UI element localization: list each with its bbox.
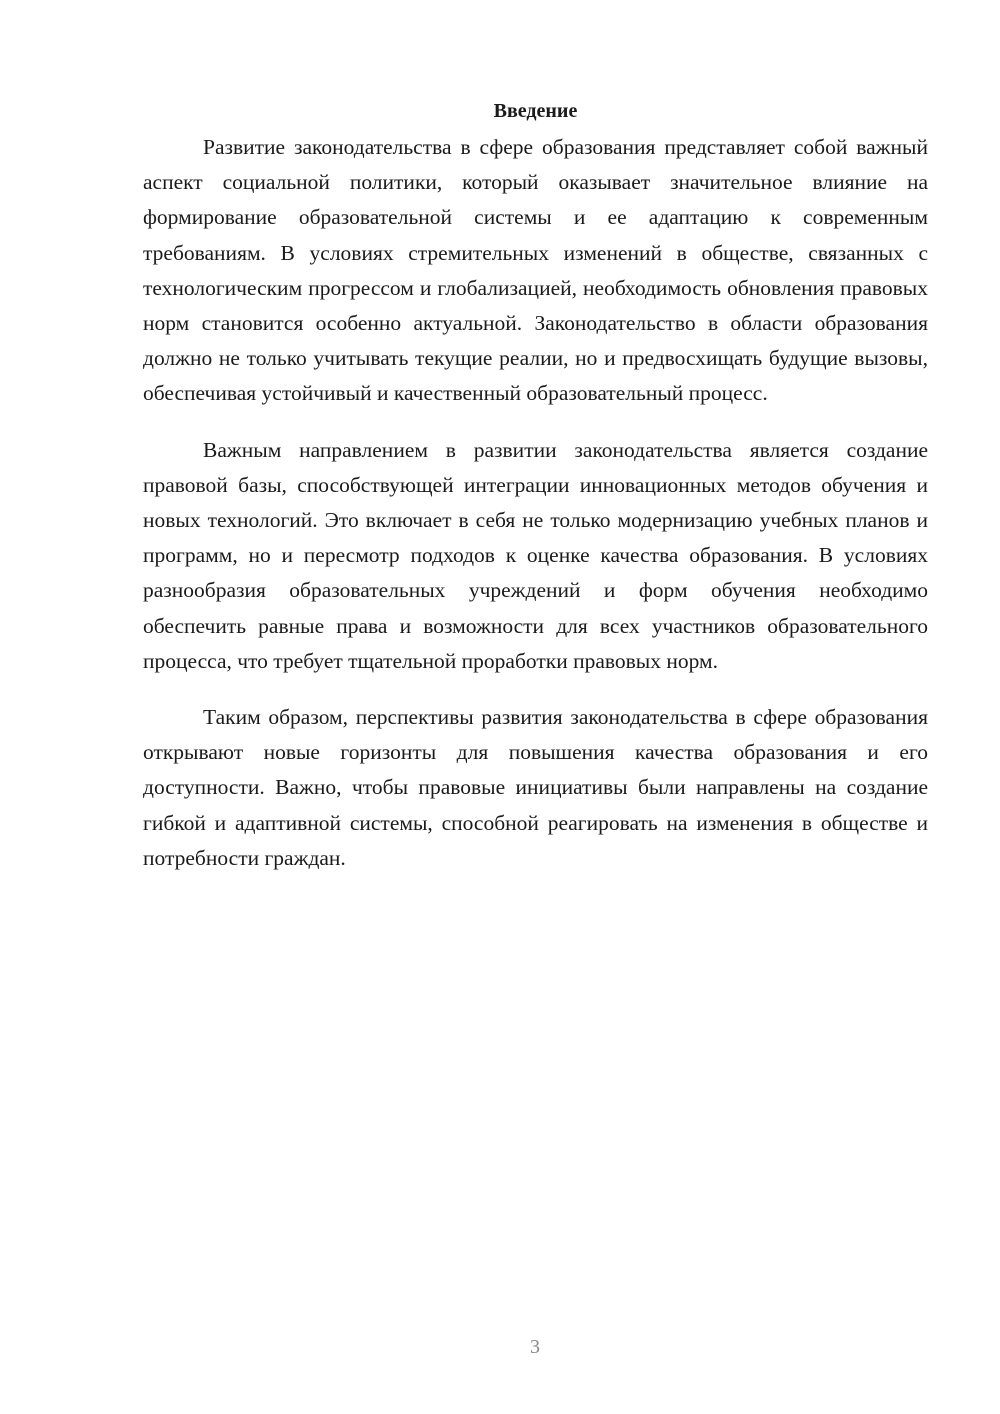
paragraph-1: Развитие законодательства в сфере образования представляет собой важный аспект социальной политики, который оказывает значительное влияние на формирование образовательной системы и ее адаптацию к современным требованиям. В условиях стремительных изменений в обществе, связанных с технологическим прогрессом и глобализацией, необходимость обновления правовых норм становится особенно актуальной. Законодательство в области образования должно не только учитывать текущие реалии, но и предвосхищать будущие вызовы, обеспечивая устойчивый и качественный образовательный процесс. (143, 135, 928, 406)
page-content (143, 96, 928, 876)
section-title: Введение (493, 100, 578, 122)
paragraph-2: Важным направлением в развитии законодательства является создание правовой базы, способствующей интеграции инновационных методов обучения и новых технологий. Это включает в себя не только модернизацию учебных планов и программ, но и пересмотр подходов к оценке качества образования. В условиях разнообразия образовательных учреждений и форм обучения необходимо обеспечить равные права и возможности для всех участников образовательного процесса, что требует тщательной проработки правовых норм. (143, 437, 928, 673)
page-number: 3 (530, 1336, 540, 1358)
paragraph-3: Таким образом, перспективы развития законодательства в сфере образования открывают новые горизонты для повышения качества образования и его доступности. Важно, чтобы правовые инициативы были направлены на создание гибкой и адаптивной системы, способной реагировать на изменения в обществе и потребности граждан. (143, 705, 928, 870)
